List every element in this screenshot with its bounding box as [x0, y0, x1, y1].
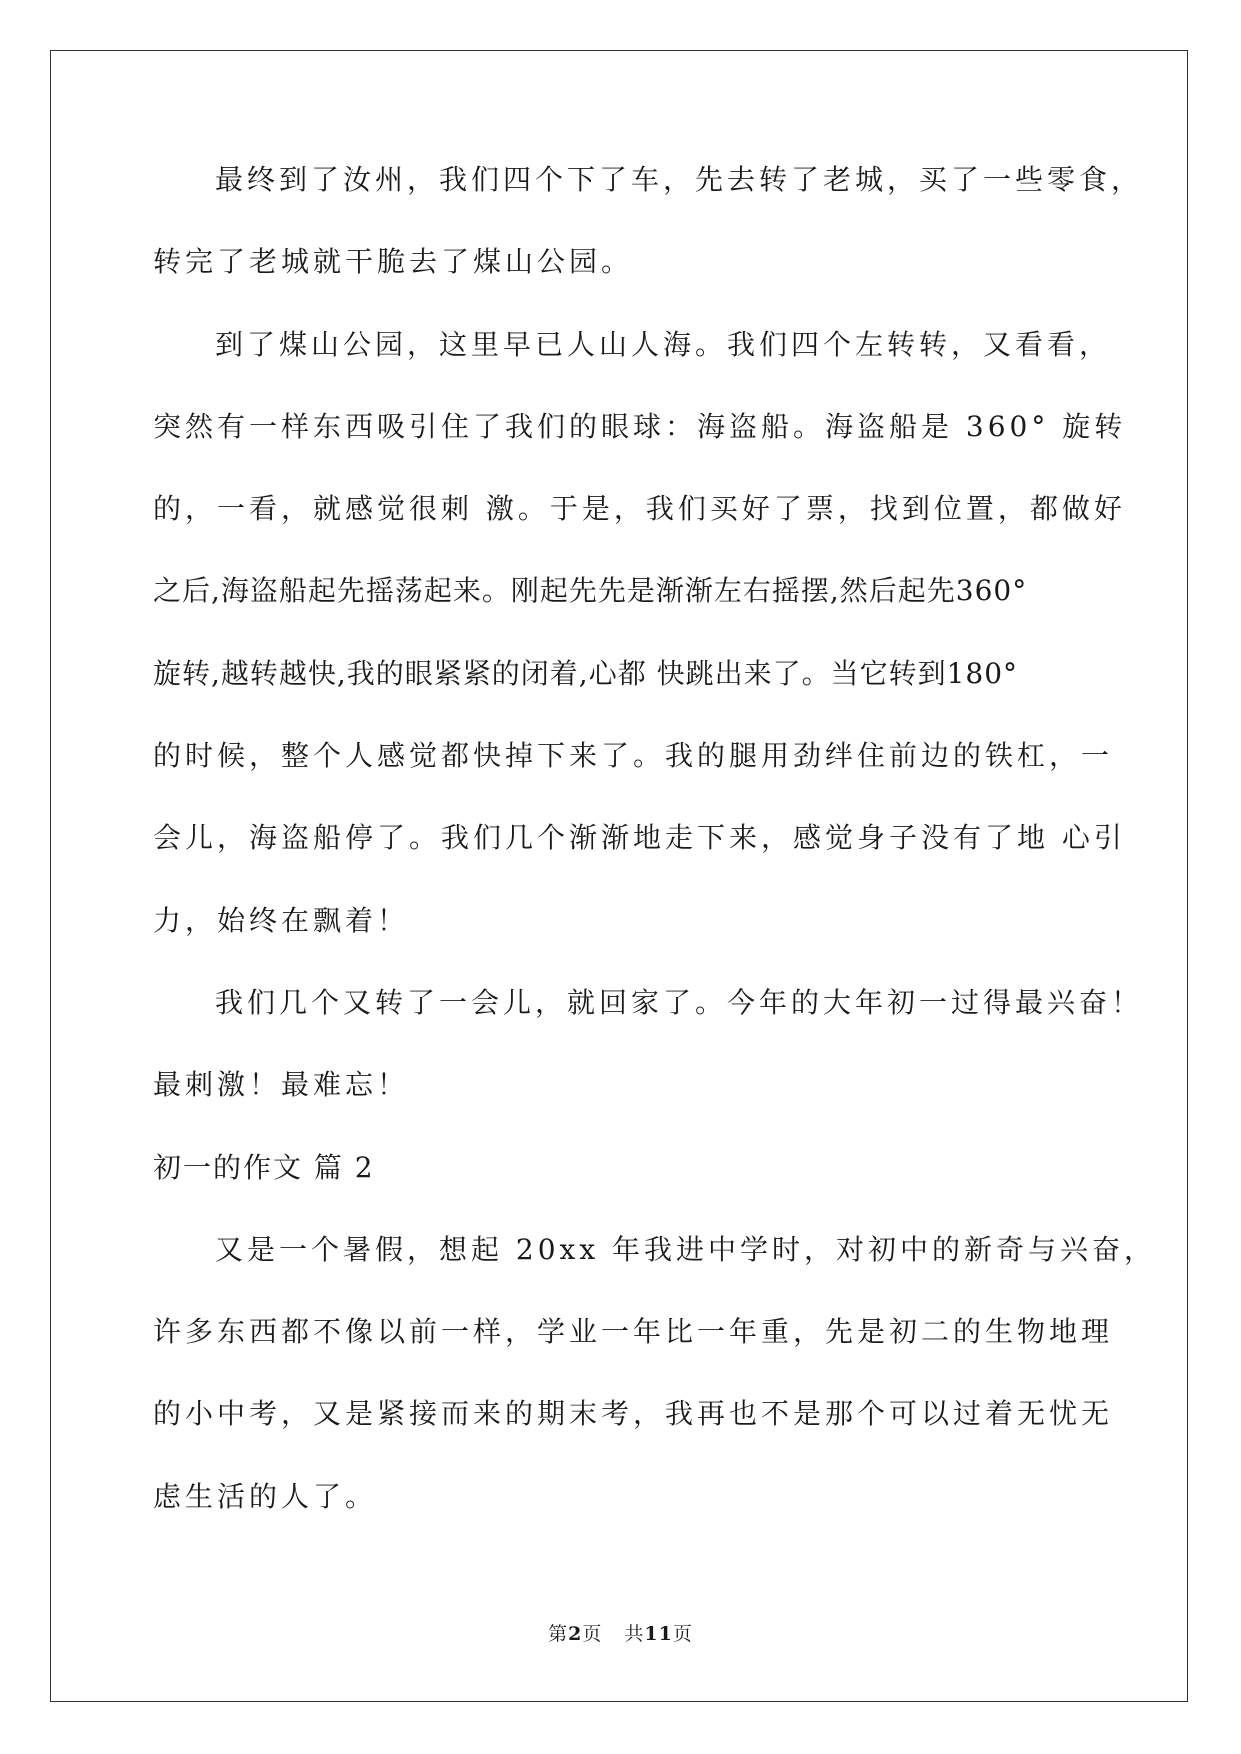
- paragraph-line: 的小中考，又是紧接而来的期末考，我再也不是那个可以过着无忧无: [153, 1397, 1114, 1431]
- page-prefix: 第: [548, 1623, 569, 1645]
- paragraph-line: 的时候，整个人感觉都快掉下来了。我的腿用劲绊住前边的铁杠，一: [153, 739, 1114, 773]
- paragraph-line: 许多东西都不像以前一样，学业一年比一年重，先是初二的生物地理: [153, 1315, 1114, 1349]
- paragraph-line: 到了煤山公园，这里早已人山人海。我们四个左转转，又看看，: [215, 327, 1112, 361]
- page-unit: 页: [582, 1623, 603, 1645]
- current-page-number: 2: [568, 1623, 583, 1645]
- document-body: [153, 162, 1157, 1561]
- paragraph-line: 又是一个暑假，想起 20xx 年我进中学时，对初中的新奇与兴奋，: [215, 1232, 1157, 1266]
- paragraph-line: 转完了老城就干脆去了煤山公园。: [153, 245, 634, 279]
- paragraph-line: 会儿，海盗船停了。我们几个渐渐地走下来，感觉身子没有了地 心引: [153, 821, 1126, 855]
- total-prefix: 共: [624, 1623, 645, 1645]
- paragraph-line: 最终到了汝州，我们四个下了车，先去转了老城，买了一些零食，: [215, 163, 1144, 196]
- page-footer: [0, 1619, 1241, 1646]
- paragraph-line: 的，一看，就感觉很刺 激。于是，我们买好了票，找到位置，都做好: [153, 492, 1126, 526]
- total-unit: 页: [672, 1623, 693, 1645]
- paragraph-line: 之后,海盗船起先摇荡起来。刚起先先是渐渐左右摇摆,然后起先360°: [153, 574, 1028, 608]
- paragraph-line: 我们几个又转了一会儿，就回家了。今年的大年初一过得最兴奋！: [215, 985, 1144, 1019]
- paragraph-line: 突然有一样东西吸引住了我们的眼球：海盗船。海盗船是 360° 旋转: [153, 409, 1127, 443]
- paragraph-line: 虑生活的人了。: [153, 1479, 378, 1513]
- paragraph-line: 力，始终在飘着！: [153, 903, 410, 937]
- section-heading: 初一的作文 篇 2: [153, 1150, 375, 1184]
- total-page-count: 11: [644, 1623, 673, 1645]
- paragraph-line: 旋转,越转越快,我的眼紧紧的闭着,心都 快跳出来了。当它转到180°: [153, 656, 1019, 690]
- paragraph-line: 最刺激！最难忘！: [153, 1068, 410, 1102]
